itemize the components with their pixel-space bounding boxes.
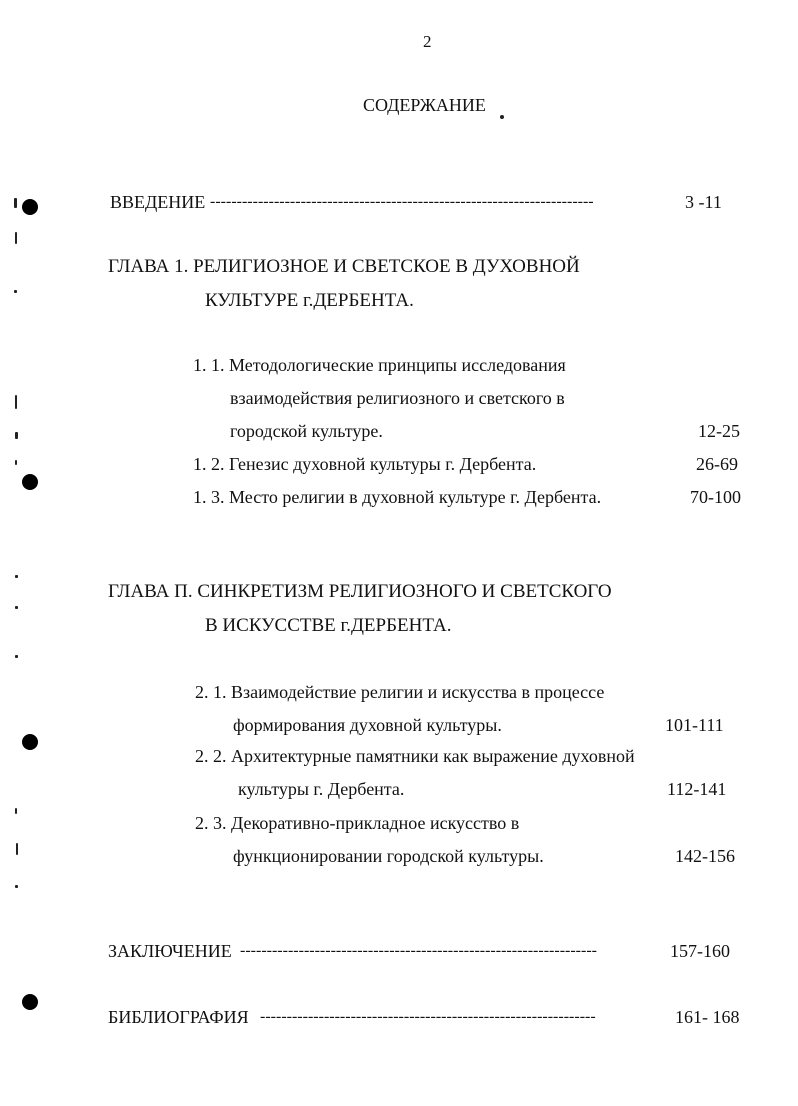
toc-entry-1-3-pages: 70-100 (690, 487, 741, 507)
toc-entry-1-1-cont: городской культуре. (230, 421, 383, 441)
toc-entry-2-2-cont: культуры г. Дербента. (238, 779, 405, 799)
page-number: 2 (423, 32, 432, 51)
binder-hole (22, 994, 38, 1010)
toc-conclusion-label: ЗАКЛЮЧЕНИЕ (108, 941, 232, 961)
scan-speck (500, 115, 504, 119)
toc-entry-2-2: 2. 2. Архитектурные памятники как выражение духовной (195, 746, 635, 766)
scan-speck (15, 885, 18, 888)
chapter2-title-cont: В ИСКУССТВЕ г.ДЕРБЕНТА. (205, 615, 452, 636)
toc-entry-2-3-cont: функционировании городской культуры. (233, 846, 544, 866)
binder-hole (22, 199, 38, 215)
toc-conclusion-pages: 157-160 (670, 941, 730, 961)
binder-hole (22, 734, 38, 750)
toc-intro-label: ВВЕДЕНИЕ (110, 192, 206, 212)
toc-entry-2-1-cont: формирования духовной культуры. (233, 715, 502, 735)
toc-entry-2-1-pages: 101-111 (665, 715, 724, 735)
chapter1-title: ГЛАВА 1. РЕЛИГИОЗНОЕ И СВЕТСКОЕ В ДУХОВНОЙ (108, 256, 580, 277)
chapter1-title-cont: КУЛЬТУРЕ г.ДЕРБЕНТА. (205, 290, 414, 311)
toc-entry-2-1: 2. 1. Взаимодействие религии и искусства в процессе (195, 682, 605, 702)
scan-speck (14, 198, 17, 208)
toc-entry-1-1-cont: взаимодействия религиозного и светского в (230, 388, 565, 408)
toc-bibliography-pages: 161- 168 (675, 1007, 740, 1027)
toc-bibliography-leader: --------------------------------------------------------------- (260, 1008, 596, 1025)
scan-speck (15, 606, 18, 609)
toc-bibliography-label: БИБЛИОГРАФИЯ (108, 1007, 249, 1027)
toc-entry-1-1-pages: 12-25 (698, 421, 740, 441)
scan-speck (16, 843, 18, 855)
scan-speck (15, 232, 17, 244)
toc-entry-1-3: 1. 3. Место религии в духовной культуре г. Дербента. (193, 487, 602, 507)
toc-entry-1-2: 1. 2. Генезис духовной культуры г. Дербента. (193, 454, 537, 474)
toc-intro-pages: 3 -11 (685, 192, 722, 212)
toc-entry-1-1: 1. 1. Методологические принципы исследования (193, 355, 566, 375)
chapter2-title: ГЛАВА П. СИНКРЕТИЗМ РЕЛИГИОЗНОГО И СВЕТСКОГО (108, 581, 612, 602)
toc-conclusion-leader: ------------------------------------------------------------------- (240, 942, 597, 959)
scan-speck (15, 460, 17, 465)
scan-speck (15, 655, 18, 658)
toc-intro-leader: ------------------------------------------------------------------------ (210, 193, 594, 210)
toc-entry-2-3-pages: 142-156 (675, 846, 735, 866)
scan-speck (15, 395, 17, 409)
scan-speck (15, 575, 18, 578)
scan-speck (15, 432, 18, 439)
toc-entry-1-2-pages: 26-69 (696, 454, 738, 474)
scan-speck (14, 290, 17, 293)
toc-entry-2-3: 2. 3. Декоративно-прикладное искусство в (195, 813, 520, 833)
binder-hole (22, 474, 38, 490)
scan-speck (15, 808, 17, 814)
page-title: СОДЕРЖАНИЕ (363, 95, 486, 115)
toc-entry-2-2-pages: 112-141 (667, 779, 727, 799)
